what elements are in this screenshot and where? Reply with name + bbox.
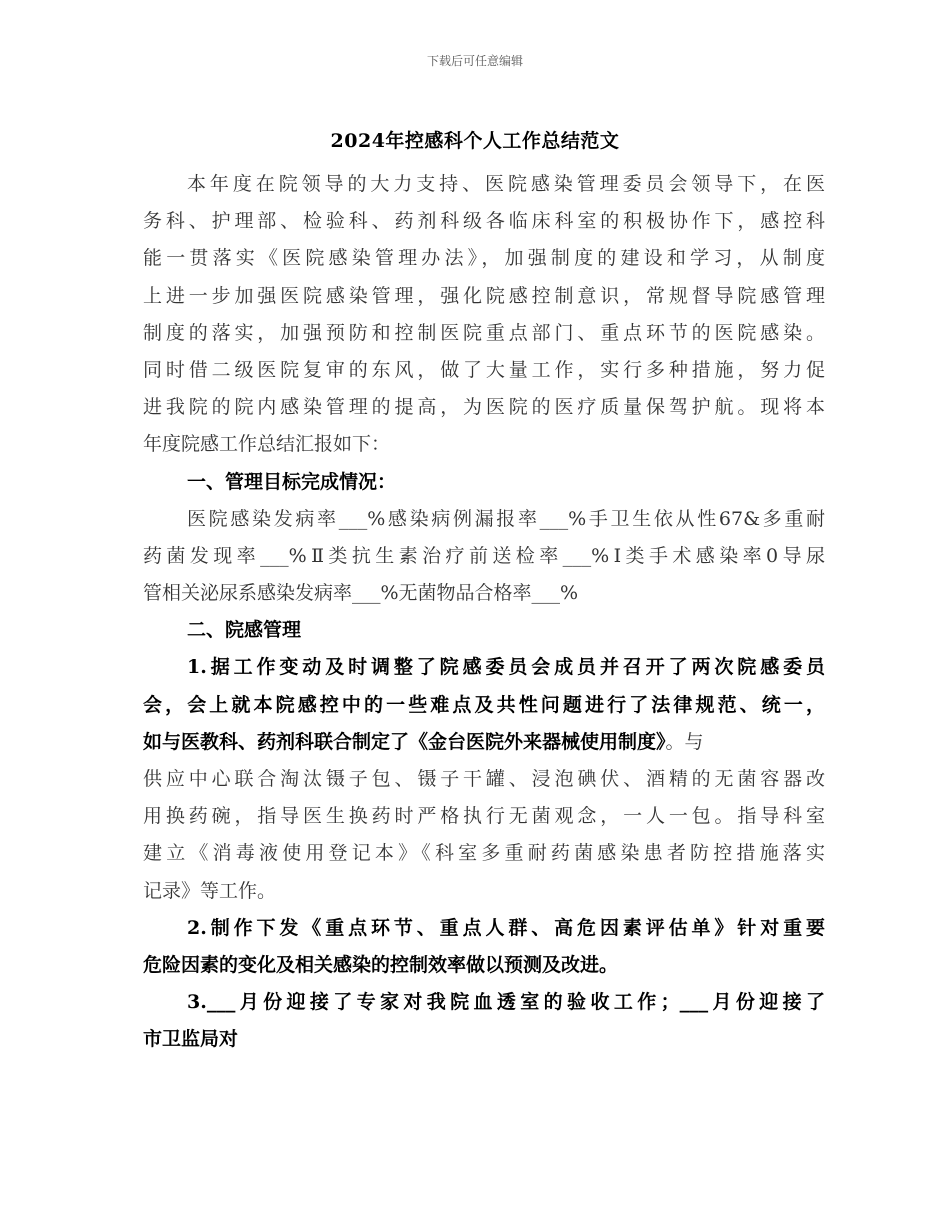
section1-line: 药菌发现率___%Ⅱ类抗生素治疗前送检率___%Ⅰ类手术感染率0导尿 [143,544,825,567]
section-heading: 一、管理目标完成情况： [187,470,397,493]
item1-line: 建立《消毒液使用登记本》《科室多重耐药菌感染患者防控措施落实 [143,842,825,865]
intro-line: 进我院的院内感染管理的提高，为医院的医疗质量保驾护航。现将本 [143,396,825,419]
item1-plain-span: 。与 [665,730,704,753]
document-title: 2024年控感科个人工作总结范文 [330,130,620,152]
item1-line: 记录》等工作。 [143,879,277,902]
intro-line: 年度院感工作总结汇报如下： [143,433,391,456]
item1-line: 会，会上就本院感控中的一些难点及共性问题进行了法律规范、统一， [143,693,825,716]
item1-line: 供应中心联合淘汰镊子包、镊子干罐、浸泡碘伏、酒精的无菌容器改 [143,768,825,790]
section1-line: 医院感染发病率___%感染病例漏报率___%手卫生依从性67&多重耐 [187,507,825,530]
intro-line: 同时借二级医院复审的东风，做了大量工作，实行多种措施，努力促 [143,358,825,381]
item1-line: 用换药碗，指导医生换药时严格执行无菌观念，一人一包。指导科室 [143,805,825,828]
page-header: 下载后可任意编辑 [426,54,523,68]
item2-line: 2.制作下发《重点环节、重点人群、高危因素评估单》针对重要 [187,916,825,939]
intro-line: 上进一步加强医院感染管理，强化院感控制意识，常规督导院感管理 [143,284,825,307]
intro-line: 能一贯落实《医院感染管理办法》，加强制度的建设和学习，从制度 [143,247,825,270]
document-body [143,166,825,1059]
item3-line: 3.___月份迎接了专家对我院血透室的验收工作；___月份迎接了 [187,991,825,1014]
intro-line: 制度的落实，加强预防和控制医院重点部门、重点环节的医院感染。 [143,321,825,344]
item1-mixed-line [143,724,825,761]
item3-line: 市卫监局对 [143,1028,239,1051]
intro-line: 务科、护理部、检验科、药剂科级各临床科室的积极协作下，感控科 [143,210,825,233]
intro-line: 本年度在院领导的大力支持、医院感染管理委员会领导下，在医 [187,173,825,195]
item1-bold-span: 如与医教科、药剂科联合制定了《金台医院外来器械使用制度》 [143,730,666,753]
section1-line: 管相关泌尿系感染发病率___%无菌物品合格率___% [143,582,579,605]
item2-line: 危险因素的变化及相关感染的控制效率做以预测及改进。 [143,953,619,976]
section-heading: 二、院感管理 [187,619,302,642]
item1-line: 1.据工作变动及时调整了院感委员会成员并召开了两次院感委员 [187,656,825,679]
